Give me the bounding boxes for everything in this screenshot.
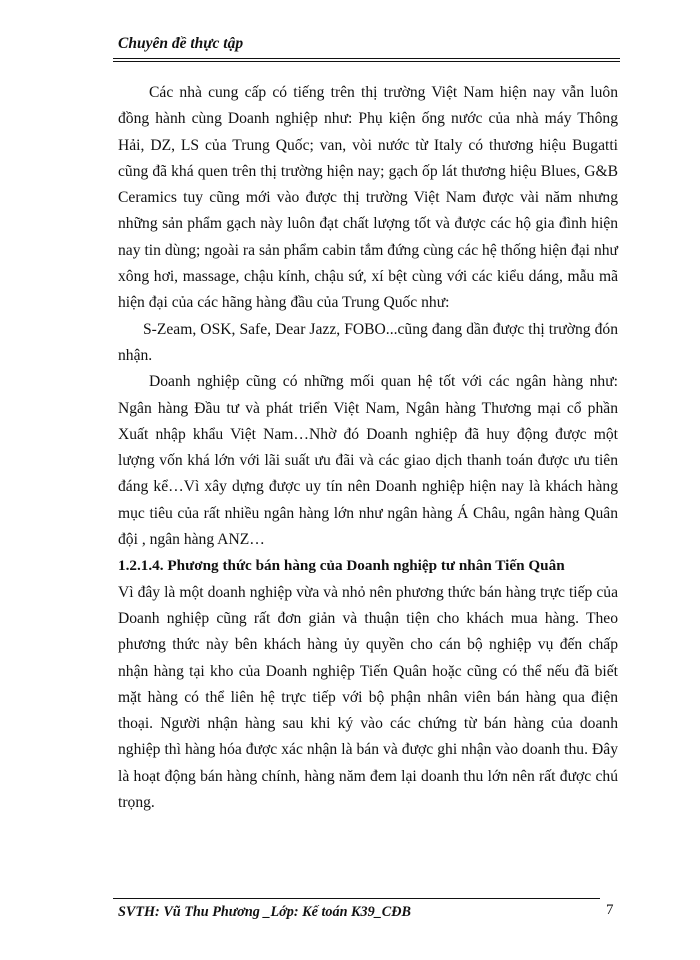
header-rule-thin [113,61,620,62]
footer-rule [113,898,600,899]
header-rule [113,58,620,59]
paragraph-brands: S-Zeam, OSK, Safe, Dear Jazz, FOBO...cũng đang dần được thị trường đón nhận. [118,320,618,364]
running-header: Chuyên đề thực tập [118,35,244,52]
paragraph-suppliers: Các nhà cung cấp có tiếng trên thị trường Việt Nam hiện nay vẫn luôn đồng hành cùng Doanh nghiệp như: Phụ kiện ống nước của nhà máy Thông Hải, DZ, LS của Trung Quốc; van, vòi nước từ Italy có thương hiệu Bugatti cũng đã khá quen trên thị trường hiện nay; gạch ốp lát thương hiệu Blues, G&B Ceramics tuy cũng mới vào được thị trường Việt Nam được vài năm nhưng những sản phẩm gạch này luôn đạt chất lượng tốt và được các hộ gia đình hiện nay tin dùng; ngoài ra sản phẩm cabin tắm đứng cùng các hệ thống hiện đại như xông hơi, massage, chậu kính, chậu sứ, xí bệt cùng với các kiểu dáng, mẫu mã hiện đại của các hãng hàng đầu của Trung Quốc như: [118,84,618,312]
document-body [118,80,618,816]
paragraph-banks: Doanh nghiệp cũng có những mối quan hệ tốt với các ngân hàng như: Ngân hàng Đầu tư và phát triển Việt Nam, Ngân hàng Thương mại cổ phần Xuất nhập khẩu Việt Nam…Nhờ đó Doanh nghiệp đã huy động được một lượng vốn khá lớn với lãi suất ưu đãi và các giao dịch thanh toán được ưu tiên đáng kể…Vì xây dựng được uy tín nên Doanh nghiệp hiện nay là khách hàng mục tiêu của rất nhiều ngân hàng lớn như ngân hàng Á Châu, ngân hàng Quân đội , ngân hàng ANZ… [118,373,618,549]
section-heading: 1.2.1.4. Phương thức bán hàng của Doanh nghiệp tư nhân Tiến Quân [118,557,565,575]
paragraph-sales-method: Vì đây là một doanh nghiệp vừa và nhỏ nên phương thức bán hàng trực tiếp của Doanh nghiệp cũng rất đơn giản và thuận tiện cho khách mua hàng. Theo phương thức này bên khách hàng ủy quyền cho cán bộ nghiệp vụ đến chấp nhận hàng tại kho của Doanh nghiệp Tiến Quân hoặc cũng có thể nếu đã biết mặt hàng có thể liên hệ trực tiếp với bộ phận nhân viên bán hàng qua điện thoại. Người nhận hàng sau khi ký vào các chứng từ bán hàng của doanh nghiệp thì hàng hóa được xác nhận là bán và được ghi nhận vào doanh thu. Đây là hoạt động bán hàng chính, hàng năm đem lại doanh thu lớn nên rất được chú trọng. [118,583,618,812]
running-footer: SVTH: Vũ Thu Phương _Lớp: Kế toán K39_CĐB [118,904,411,920]
page-number: 7 [606,902,614,918]
